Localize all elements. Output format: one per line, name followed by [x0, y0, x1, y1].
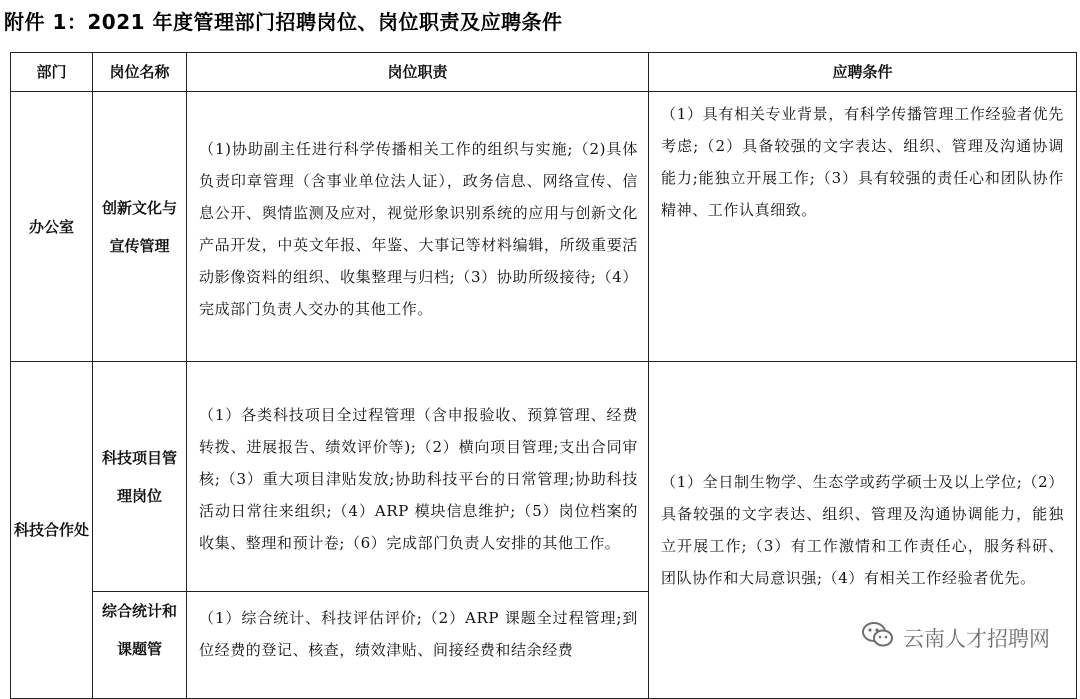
dept-cell: 办公室	[11, 92, 93, 362]
watermark	[861, 621, 1050, 654]
duty-cell	[187, 592, 649, 699]
table-header-row	[11, 53, 1077, 92]
watermark-text: 云南人才招聘网	[903, 626, 1050, 651]
header-duty: 岗位职责	[187, 53, 649, 92]
role-cell: 科技项目管理岗位	[93, 362, 187, 592]
table-row	[11, 92, 1077, 362]
req-cell: （1）具有相关专业背景，有科学传播管理工作经验者优先考虑;（2）具备较强的文字表达、组织、管理及沟通协调能力;能独立开展工作;（3）具有较强的责任心和团队协作精神、工作认真细致。	[649, 92, 1077, 362]
wechat-icon	[861, 621, 895, 654]
recruitment-table	[10, 52, 1077, 699]
header-dept: 部门	[11, 53, 93, 92]
header-req: 应聘条件	[649, 53, 1077, 92]
req-cell: （1）全日制生物学、生态学或药学硕士及以上学位;（2）具备较强的文字表达、组织、管理及沟通协调能力，能独立开展工作;（3）有工作激情和工作责任心，服务科研、团队协作和大局意识强;（4）有相关工作经验者优先。	[649, 362, 1077, 699]
duty-cell: （1)协助副主任进行科学传播相关工作的组织与实施;（2)具体负责印章管理（含事业单位法人证），政务信息、网络宣传、信息公开、舆情监测及应对，视觉形象识别系统的应用与创新文化产品开发，中英文年报、年鉴、大事记等材料编辑，所级重要活动影像资料的组织、收集整理与归档;（3）协助所级接待;（4）完成部门负责人交办的其他工作。	[187, 92, 649, 362]
role-cell	[93, 592, 187, 699]
role-cell: 创新文化与宣传管理	[93, 92, 187, 362]
role-text: 综合统计和课题管	[101, 602, 177, 658]
table-row	[11, 362, 1077, 592]
page-title: 附件 1：2021 年度管理部门招聘岗位、岗位职责及应聘条件	[4, 10, 563, 34]
dept-cell: 科技合作处	[11, 362, 93, 699]
header-role: 岗位名称	[93, 53, 187, 92]
duty-text: （1）综合统计、科技评估评价;（2）ARP 课题全过程管理;到位经费的登记、核查，绩效津贴、间接经费和结余经费	[199, 609, 638, 659]
duty-cell: （1）各类科技项目全过程管理（含申报验收、预算管理、经费转拨、进展报告、绩效评价等);（2）横向项目管理;支出合同审核;（3）重大项目津贴发放;协助科技平台的日常管理;协助科技活动日常往来组织;（4）ARP 模块信息维护;（5）岗位档案的收集、整理和预计卷;（6）完成部门负责人安排的其他工作。	[187, 362, 649, 592]
